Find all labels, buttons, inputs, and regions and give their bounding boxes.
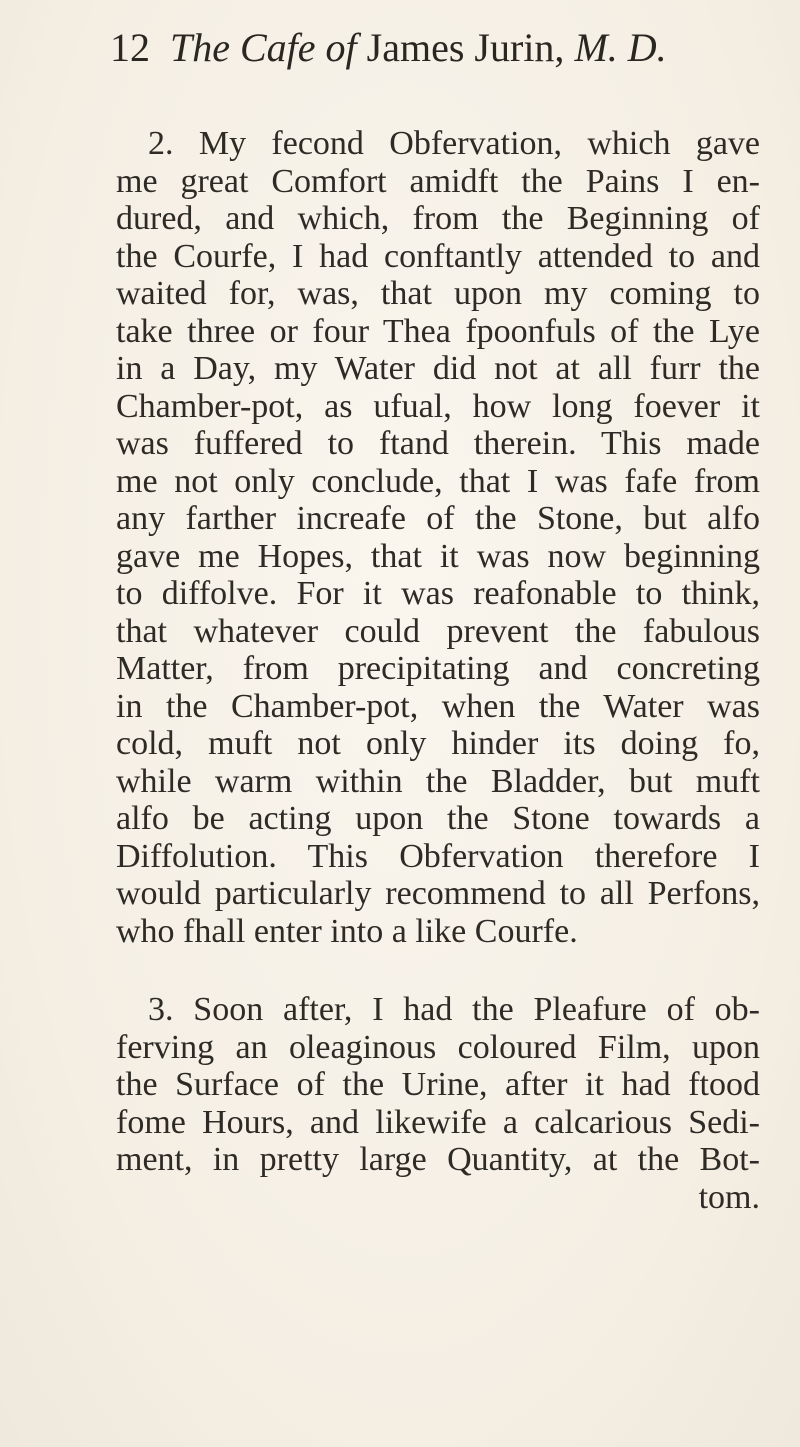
text-line: 2. My fecond Obfervation, which gave <box>148 125 760 162</box>
text-line: tom. <box>698 1178 760 1216</box>
text-line: cold, muft not only hinder its doing fo, <box>116 725 760 762</box>
header-degree: M. D. <box>574 25 667 70</box>
paragraph-3 <box>116 991 760 1216</box>
header-title-name: James Jurin, <box>366 25 565 70</box>
text-line: in the Chamber-pot, when the Water was <box>116 687 760 725</box>
paragraph-gap <box>148 950 760 991</box>
text-line: ment, in pretty large Quantity, at the Bot- <box>116 1141 760 1178</box>
running-header <box>110 18 710 78</box>
paragraph-2 <box>116 125 760 950</box>
text-line: waited for, was, that upon my coming to <box>116 275 760 312</box>
text-line: any farther increafe of the Stone, but alfo <box>116 500 760 537</box>
text-line: the Courfe, I had conftantly attended to and <box>116 237 760 275</box>
text-line: while warm within the Bladder, but muft <box>116 762 760 800</box>
page-number: 12 <box>110 25 150 70</box>
text-line: dured, and which, from the Beginning of <box>116 200 760 237</box>
text-line: Diffolution. This Obfervation therefore I <box>116 837 760 875</box>
text-line: to diffolve. For it was reafonable to think, <box>116 575 760 612</box>
text-line: 3. Soon after, I had the Pleafure of ob- <box>148 991 760 1028</box>
text-line: take three or four Thea fpoonfuls of the Lye <box>116 312 760 350</box>
text-line: alfo be acting upon the Stone towards a <box>116 800 760 837</box>
text-line: Chamber-pot, as ufual, how long foever it <box>116 387 760 425</box>
text-line: was fuffered to ftand therein. This made <box>116 425 760 462</box>
text-line: fome Hours, and likewife a calcarious Sedi- <box>116 1103 760 1141</box>
text-line: would particularly recommend to all Perfons, <box>116 875 760 912</box>
header-title-italic: The Cafe of <box>170 25 357 70</box>
text-line: me great Comfort amidft the Pains I en- <box>116 162 760 200</box>
text-line: who fhall enter into a like Courfe. <box>116 912 578 950</box>
text-line: the Surface of the Urine, after it had ftood <box>116 1066 760 1103</box>
body-text <box>116 125 760 1216</box>
text-line: that whatever could prevent the fabulous <box>116 612 760 650</box>
text-line: ferving an oleaginous coloured Film, upon <box>116 1028 760 1066</box>
text-line: Matter, from precipitating and concreting <box>116 650 760 687</box>
text-line: gave me Hopes, that it was now beginning <box>116 537 760 575</box>
text-line: me not only conclude, that I was fafe from <box>116 462 760 500</box>
text-line: in a Day, my Water did not at all furr the <box>116 350 760 387</box>
